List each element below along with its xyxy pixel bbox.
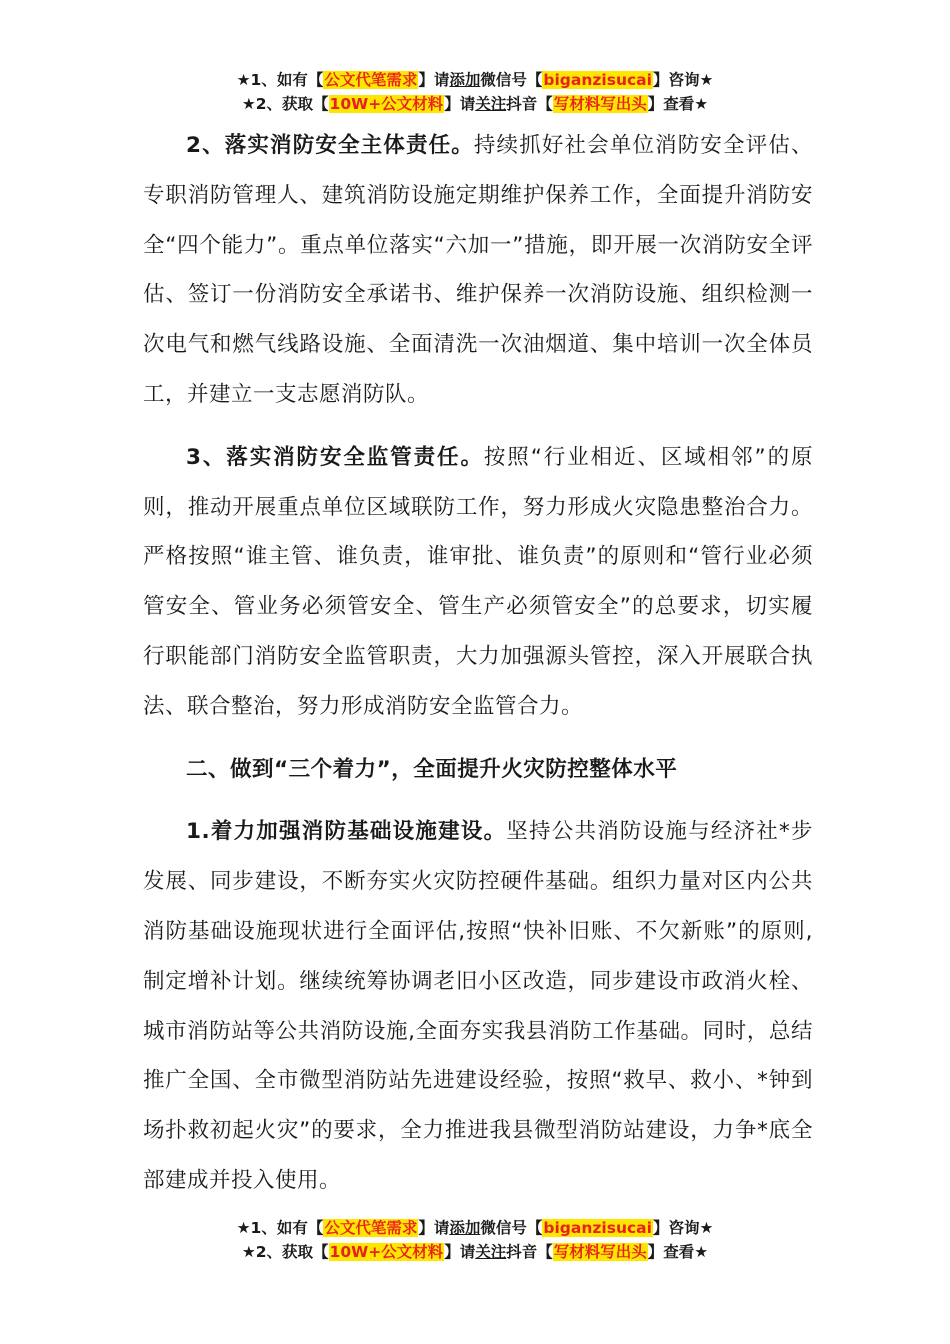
promo-text: 1、如有【 [250,1219,324,1237]
promo-text: 】请 [418,1219,450,1237]
promo-line-1 [0,68,950,92]
wechat-id-highlight: biganzisucai [543,1219,652,1237]
promo-text: 】请 [444,95,476,113]
underlined-text: 添加 [449,71,481,89]
paragraph-lead: 3、落实消防安全监管责任。 [186,444,484,470]
promo-line-2 [0,92,950,116]
underlined-text: 关注 [475,1243,507,1261]
paragraph-text: 持续抓好社会单位消防安全评估、专职消防管理人、建筑消防设施定期维护保养工作，全面提升消防安全“四个能力”。重点单位落实“六加一”措施，即开展一次消防安全评估、签订一份消防安全承诺书、维护保养一次消防设施、组织检测一次电气和燃气线路设施、全面清洗一次油烟道、集中培训一次全体员工，并建立一支志愿消防队。 [143,133,813,407]
star-icon: ★ [236,1219,251,1237]
promo-text: 微信号【 [480,71,543,89]
promo-line-1 [0,1216,950,1240]
star-icon: ★ [241,95,256,113]
star-icon: ★ [699,71,714,89]
star-icon: ★ [241,1243,256,1261]
paragraph-supervision-responsibility [143,433,813,732]
star-icon: ★ [694,1243,709,1261]
promo-text: 】请 [444,1243,476,1261]
underlined-text: 添加 [449,1219,481,1237]
wechat-id-highlight: biganzisucai [543,71,652,89]
promo-text: 】查看 [647,95,695,113]
promo-text: 2、获取【 [255,95,329,113]
promo-text: 】咨询 [652,71,700,89]
highlight-tag: 公文代笔需求 [324,71,418,89]
paragraph-infrastructure [143,807,813,1205]
paragraph-text: 坚持公共消防设施与经济社*步发展、同步建设，不断夯实火灾防控硬件基础。组织力量对区内公共消防基础设施现状进行全面评估,按照“快补旧账、不欠新账”的原则,制定增补计划。继续统筹协调老旧小区改造，同步建设市政消火栓、城市消防站等公共消防设施,全面夯实我县消防工作基础。同时，总结推广全国、全市微型消防站先进建设经验，按照“救早、救小、*钟到场扑救初起火灾”的要求，全力推进我县微型消防站建设，力争*底全部建成并投入使用。 [143,819,813,1193]
promo-text: 微信号【 [480,1219,543,1237]
underlined-text: 关注 [475,95,507,113]
star-icon: ★ [236,71,251,89]
douyin-account-highlight: 写材料写出头 [553,1243,647,1261]
highlight-tag: 10W+公文材料 [329,95,444,113]
footer-promo-banner [0,1216,950,1264]
section-heading: 二、做到“三个着力”，全面提升火灾防控整体水平 [186,756,678,782]
paragraph-lead: 2、落实消防安全主体责任。 [186,133,474,158]
paragraph-main-responsibility [143,121,813,420]
douyin-account-highlight: 写材料写出头 [553,95,647,113]
star-icon: ★ [694,95,709,113]
promo-text: 】请 [418,71,450,89]
promo-text: 】咨询 [652,1219,700,1237]
promo-text: 抖音【 [506,95,553,113]
highlight-tag: 10W+公文材料 [329,1243,444,1261]
paragraph-lead: 1.着力加强消防基础设施建设。 [186,819,507,845]
header-promo-banner [0,68,950,116]
promo-text: 2、获取【 [255,1243,329,1261]
paragraph-text: 按照“行业相近、区域相邻”的原则，推动开展重点单位区域联防工作，努力形成火灾隐患整治合力。严格按照“谁主管、谁负责，谁审批、谁负责”的原则和“管行业必须管安全、管业务必须管安全、管生产必须管安全”的总要求，切实履行职能部门消防安全监管职责，大力加强源头管控，深入开展联合执法、联合整治，努力形成消防安全监管合力。 [143,444,814,719]
promo-text: 】查看 [647,1243,695,1261]
promo-line-2 [0,1240,950,1264]
promo-text: 抖音【 [506,1243,553,1261]
document-body [143,121,813,1206]
highlight-tag: 公文代笔需求 [324,1219,418,1237]
promo-text: 1、如有【 [250,71,324,89]
star-icon: ★ [699,1219,714,1237]
